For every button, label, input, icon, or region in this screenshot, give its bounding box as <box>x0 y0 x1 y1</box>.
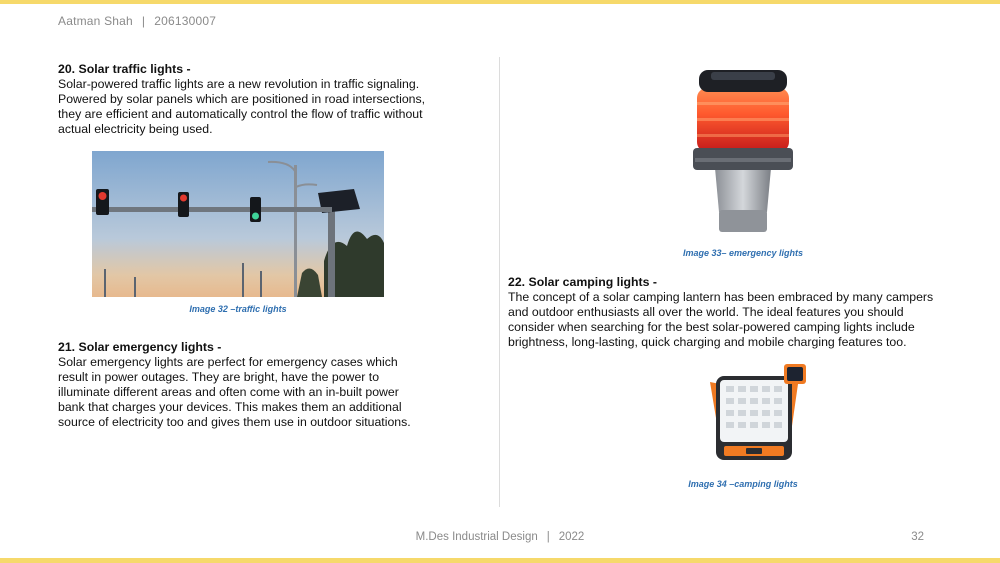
section-solar-emergency-lights <box>58 340 428 430</box>
traffic-lights-photo <box>92 151 384 297</box>
section-solar-camping-lights <box>508 275 938 350</box>
section-body: Solar emergency lights are perfect for emergency cases which result in power outages. They are bright, have the power to illuminate different areas and often come with an in-built power bank that charges your devices. This makes them an additional source of electricity too and gives them use in outdoor situations. <box>58 355 411 429</box>
camping-light-photo <box>702 362 808 468</box>
footer-year: 2022 <box>558 531 585 543</box>
footer-separator: | <box>546 531 550 543</box>
image-32-caption: Image 32 –traffic lights <box>189 304 287 314</box>
page-footer <box>0 531 1000 543</box>
section-title: 21. Solar emergency lights - <box>58 340 222 354</box>
section-solar-traffic-lights <box>58 62 428 137</box>
author-name: Aatman Shah <box>58 14 133 28</box>
student-id: 206130007 <box>154 14 217 28</box>
top-accent-bar <box>0 0 1000 4</box>
section-body: The concept of a solar camping lantern has been embraced by many campers and outdoor enthusiasts all over the world. The ideal features you should consider when searching for the best solar-powered camping lights include brightness, long-lasting, quick charging and mobile charging features too. <box>508 290 934 349</box>
emergency-light-photo <box>675 62 811 237</box>
column-divider <box>499 57 500 507</box>
section-body: Solar-powered traffic lights are a new revolution in traffic signaling. Powered by solar panels which are positioned in road intersections, they are efficient and automatically control the flow of traffic without actual electricity being used. <box>58 77 426 136</box>
page-number: 32 <box>911 531 924 543</box>
bottom-accent-bar <box>0 558 1000 563</box>
section-title: 20. Solar traffic lights - <box>58 62 191 76</box>
image-34-caption: Image 34 –camping lights <box>688 479 798 489</box>
header-separator: | <box>141 14 146 28</box>
image-33-caption: Image 33– emergency lights <box>682 248 804 258</box>
program-name: M.Des Industrial Design <box>415 531 538 543</box>
page-header <box>58 14 216 28</box>
section-title: 22. Solar camping lights - <box>508 275 657 289</box>
